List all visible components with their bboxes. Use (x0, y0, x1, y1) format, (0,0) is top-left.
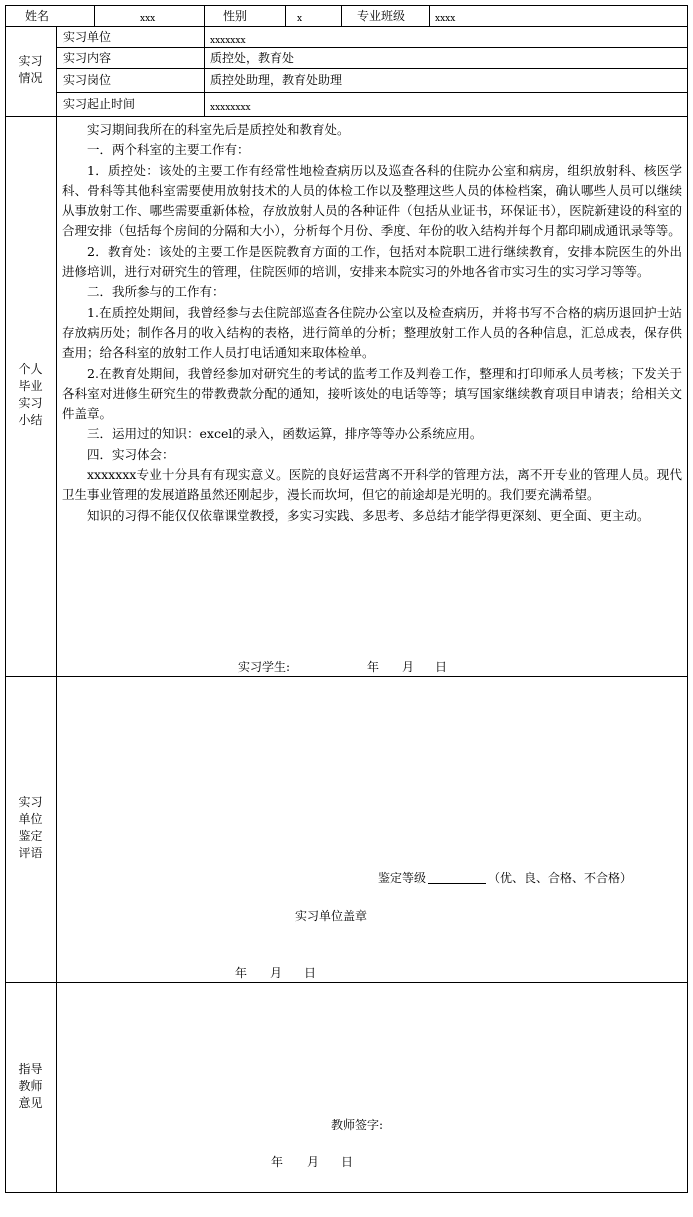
unit-label: 实习单位 (63, 30, 112, 44)
section-label-line: 实习 (18, 396, 43, 410)
major-label: 专业班级 (357, 9, 406, 23)
position-value: 质控处助理，教育处助理 (210, 73, 343, 87)
section-label-line: 意见 (18, 1096, 43, 1110)
teacher-year: 年 (271, 1155, 284, 1169)
rule-info-bottom (5, 116, 688, 117)
teacher-month: 月 (307, 1155, 320, 1169)
rule-label-column (56, 26, 57, 1193)
rule-header-1 (94, 5, 95, 26)
summary-year: 年 (367, 660, 380, 674)
summary-paragraph: 2.在教育处期间，我曾经参加对研究生的考试的监考工作及判卷工作，整理和打印师承人员考核；下发关于各科室对进修生研究生的带教费款分配的通知，接听该处的电话等等；填写国家继续教育项目申请表；给相关文件盖章。 (62, 365, 682, 422)
rule-info-2 (56, 68, 688, 69)
summary-paragraph: 实习期间我所在的科室先后是质控处和教育处。 (87, 122, 350, 137)
evaluation-section-label (8, 794, 53, 862)
gender-value: x (297, 14, 303, 24)
grade-options: （优、良、合格、不合格） (488, 871, 633, 885)
major-value: xxxx (435, 14, 456, 24)
grade-line (378, 871, 632, 885)
section-label-line: 小结 (18, 413, 43, 427)
rule-info-3 (56, 92, 688, 93)
grade-label: 鉴定等级 (378, 871, 427, 885)
summary-body (62, 120, 682, 526)
unit-seal-label: 实习单位盖章 (295, 909, 368, 923)
teacher-section-label (8, 1061, 53, 1112)
position-label: 实习岗位 (63, 73, 112, 87)
section-label-line: 个人 (18, 362, 43, 376)
rule-header-5 (429, 5, 430, 26)
teacher-signature-label: 教师签字: (331, 1118, 384, 1132)
content-value: 质控处，教育处 (210, 51, 295, 65)
rule-left (5, 5, 6, 1193)
period-value: xxxxxxxx (210, 103, 251, 113)
summary-paragraph: 1.在质控处期间，我曾经参与去住院部巡查各住院办公室以及检查病历，并将书写不合格的病历退回护士站存放病历处；制作各月的收入结构的表格，进行简单的分析；整理放射工作人员的各种信息，汇总成表，保存供查用；给各科室的放射工作人员打电话通知来取体检单。 (62, 304, 682, 361)
rule-header-bottom (5, 26, 688, 27)
evaluation-year: 年 (235, 966, 248, 980)
section-label-line: 单位 (18, 812, 43, 826)
summary-month: 月 (402, 660, 415, 674)
section-label-line: 实习 (18, 54, 43, 68)
summary-paragraph: xxxxxxx专业十分具有有现实意义。医院的良好运营离不开科学的管理方法，离不开专业的管理人员。现代卫生事业管理的发展道路虽然还刚起步，漫长而坎坷，但它的前途却是光明的。我们要充满希望。 (62, 467, 682, 503)
student-signature-label: 实习学生: (238, 660, 291, 674)
rule-right (687, 5, 688, 1193)
summary-paragraph: 2．教育处：该处的主要工作是医院教育方面的工作，包括对本院职工进行继续教育，安排本院医生的外出进修培训，进行对研究生的管理，住院医师的培训，安排来本院实习的外地各省市实习生的实习学习等等。 (62, 243, 682, 280)
section-label-line: 毕业 (18, 379, 43, 393)
rule-summary-bottom (5, 676, 688, 677)
rule-info-1 (56, 47, 688, 48)
name-label: 姓名 (25, 9, 50, 23)
internship-form (5, 5, 688, 1193)
rule-evaluation-bottom (5, 982, 688, 983)
content-label: 实习内容 (63, 51, 112, 65)
gender-label: 性别 (223, 9, 248, 23)
evaluation-day: 日 (304, 966, 317, 980)
summary-paragraph: 一．两个科室的主要工作有： (87, 142, 250, 158)
period-label: 实习起止时间 (63, 97, 136, 111)
rule-bottom (5, 1192, 688, 1193)
section-label-line: 实习 (18, 795, 43, 809)
rule-header-3 (285, 5, 286, 26)
summary-day: 日 (435, 660, 448, 674)
section-label-line: 教师 (18, 1079, 43, 1093)
section-label-line: 鉴定 (18, 829, 43, 843)
grade-blank (428, 871, 486, 884)
name-value: xxx (140, 14, 156, 24)
unit-value: xxxxxxx (210, 36, 246, 46)
section-label-line: 指导 (18, 1062, 43, 1076)
internship-info-section-label (8, 53, 53, 87)
summary-paragraph: 1．质控处：该处的主要工作有经常性地检查病历以及巡查各科的住院办公室和病房，组织放射科、核医学科、骨科等其他科室需要使用放射技术的人员的体检工作以及整理这些人员的体检档案，确认哪些人员可以继续从事放射工作、哪些需要重新体检，存放放射人员的各种证件（包括从业证书，环保证书），医院新建设的科室的合理安排（包括每个房间的分隔和大小），分析每个月份、季度、年份的收入结构并每个月都印刷成通讯录等等。 (62, 162, 682, 239)
summary-paragraph: 二．我所参与的工作有： (87, 284, 225, 300)
summary-paragraph: 知识的习得不能仅仅依靠课堂教授，多实习实践、多思考、多总结才能学得更深刻、更全面、更主动。 (87, 507, 650, 523)
summary-paragraph: 四．实习体会： (87, 446, 175, 462)
evaluation-month: 月 (270, 966, 283, 980)
section-label-line: 情况 (18, 71, 43, 85)
rule-header-4 (341, 5, 342, 26)
teacher-day: 日 (341, 1155, 354, 1169)
rule-header-2 (204, 5, 205, 116)
rule-top (5, 5, 688, 6)
summary-paragraph: 三．运用过的知识：excel的录入，函数运算，排序等等办公系统应用。 (87, 426, 483, 442)
section-label-line: 评语 (18, 846, 43, 860)
summary-section-label (8, 361, 53, 429)
